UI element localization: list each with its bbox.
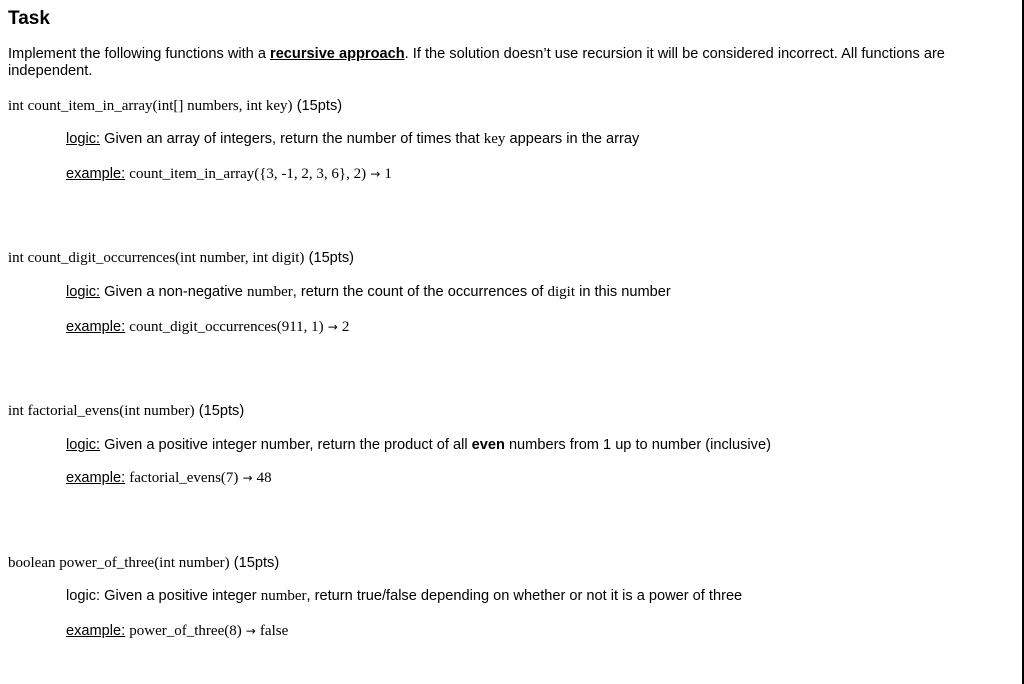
logic-text: Given a non-negative [104,284,247,300]
function-signature-count-item-in-array [8,97,342,115]
intro-paragraph [8,46,1016,80]
example-label: example: [66,470,126,486]
signature-text: boolean power_of_three(int number) [8,555,230,571]
logic-label: logic: [66,131,101,147]
logic-text: Given a positive integer number, return the product of all [104,437,472,453]
logic-text: numbers from 1 up to number (inclusive) [504,437,771,453]
example-result: false [259,623,289,639]
intro-text-post: . If the solution doesn’t use recursion it will be considered incorrect. All functions are independent. [8,46,945,79]
example-label: example: [66,166,126,182]
logic-text: appears in the array [505,131,640,147]
logic-label: logic: [66,284,101,300]
example-result: 2 [341,319,350,335]
example-row [66,469,272,487]
logic-emphasis-even: even [471,437,505,453]
example-call: count_item_in_array({3, -1, 2, 3, 6}, 2) [129,166,367,182]
logic-text: Given an array of integers, return the number of times that [104,131,484,147]
arrow-icon: → [245,624,256,638]
example-row [66,622,288,640]
example-label: example: [66,623,126,639]
logic-text: Given a positive integer [104,588,261,604]
points-label: (15pts) [198,403,245,419]
example-row [66,318,349,336]
signature-text: int factorial_evens(int number) [8,403,195,419]
logic-code-key: key [483,131,506,147]
points-label: (15pts) [296,98,343,114]
logic-row [66,130,639,148]
example-call: factorial_evens(7) [129,470,239,486]
logic-code-number: number [246,284,293,300]
example-label: example: [66,319,126,335]
function-signature-power-of-three [8,554,279,572]
logic-row [66,283,671,301]
logic-code-number: number [260,588,307,604]
signature-text: int count_digit_occurrences(int number, int digit) [8,250,305,266]
logic-row [66,587,742,605]
logic-row [66,436,771,454]
arrow-icon: → [242,471,253,485]
logic-label: logic: [66,437,101,453]
intro-text-pre: Implement the following functions with a [8,46,271,62]
points-label: (15pts) [308,250,355,266]
logic-text: , return true/false depending on whether or not it is a power of three [306,588,743,604]
example-result: 48 [256,470,272,486]
logic-label: logic: [66,588,101,604]
signature-text: int count_item_in_array(int[] numbers, int key) [8,98,293,114]
example-call: count_digit_occurrences(911, 1) [129,319,324,335]
example-result: 1 [384,166,392,182]
logic-code-digit: digit [547,284,576,300]
arrow-icon: → [327,320,338,334]
example-row [66,165,392,183]
page-title: Task [8,8,50,29]
logic-text: in this number [575,284,671,300]
function-signature-factorial-evens [8,402,244,420]
arrow-icon: → [370,167,381,181]
example-call: power_of_three(8) [129,623,242,639]
function-signature-count-digit-occurrences [8,249,354,267]
points-label: (15pts) [233,555,280,571]
logic-text: , return the count of the occurrences of [292,284,548,300]
intro-emphasis: recursive approach [270,46,405,62]
